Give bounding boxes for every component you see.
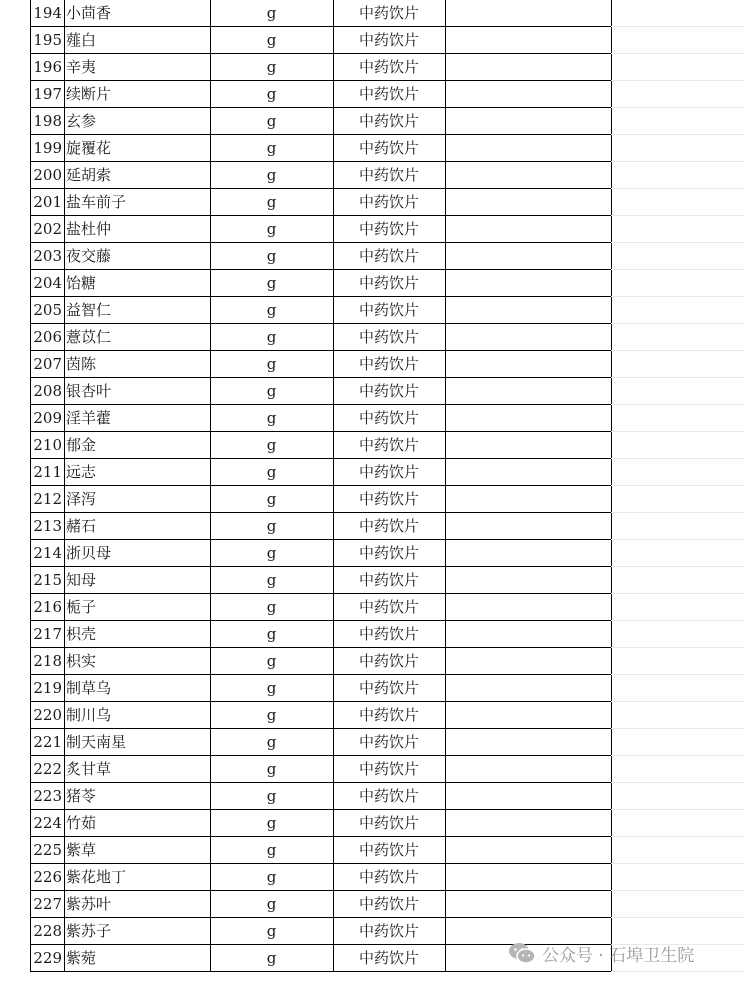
- remark-cell[interactable]: [445, 162, 611, 189]
- row-number-cell[interactable]: 199: [33, 139, 62, 157]
- unit-cell[interactable]: g: [266, 598, 277, 616]
- empty-sheet-cell[interactable]: [611, 810, 744, 837]
- watermark: [508, 940, 694, 966]
- remark-cell[interactable]: [445, 216, 611, 243]
- category-cell[interactable]: 中药饮片: [358, 544, 419, 562]
- drug-name-cell[interactable]: 玄参: [66, 112, 97, 130]
- remark-cell[interactable]: [445, 702, 611, 729]
- unit-cell[interactable]: g: [266, 868, 277, 886]
- remark-cell[interactable]: [445, 0, 611, 27]
- remark-cell[interactable]: [445, 27, 611, 54]
- category-cell[interactable]: 中药饮片: [358, 274, 419, 292]
- category-cell[interactable]: 中药饮片: [358, 922, 419, 940]
- row-number-cell[interactable]: 218: [33, 652, 62, 670]
- empty-sheet-cell[interactable]: [611, 0, 744, 27]
- unit-cell[interactable]: g: [266, 949, 277, 967]
- drug-name-cell[interactable]: 盐车前子: [66, 193, 127, 211]
- row-number-cell[interactable]: 221: [33, 733, 62, 751]
- unit-cell[interactable]: g: [266, 436, 277, 454]
- table-row: [0, 567, 744, 594]
- unit-cell[interactable]: g: [266, 382, 277, 400]
- unit-cell[interactable]: g: [266, 895, 277, 913]
- row-number-cell[interactable]: 216: [33, 598, 62, 616]
- drug-name-cell[interactable]: 制天南星: [66, 733, 127, 751]
- remark-cell[interactable]: [445, 783, 611, 810]
- table-row: [0, 675, 744, 702]
- drug-name-cell[interactable]: 茵陈: [66, 355, 97, 373]
- unit-cell[interactable]: g: [266, 193, 277, 211]
- remark-cell[interactable]: [445, 189, 611, 216]
- drug-name-cell[interactable]: 炙甘草: [66, 760, 112, 778]
- empty-sheet-cell[interactable]: [611, 135, 744, 162]
- drug-name-cell[interactable]: 制川乌: [66, 706, 112, 724]
- drug-name-cell[interactable]: 旋覆花: [66, 139, 112, 157]
- category-cell[interactable]: 中药饮片: [358, 112, 419, 130]
- drug-name-cell[interactable]: 知母: [66, 571, 97, 589]
- remark-cell[interactable]: [445, 729, 611, 756]
- drug-name-cell[interactable]: 竹茹: [66, 814, 97, 832]
- table-row: [0, 378, 744, 405]
- row-number-cell[interactable]: 197: [33, 85, 62, 103]
- unit-cell[interactable]: g: [266, 166, 277, 184]
- category-cell[interactable]: 中药饮片: [358, 625, 419, 643]
- category-cell[interactable]: 中药饮片: [358, 814, 419, 832]
- row-number-cell[interactable]: 217: [33, 625, 62, 643]
- unit-cell[interactable]: g: [266, 220, 277, 238]
- remark-cell[interactable]: [445, 756, 611, 783]
- empty-sheet-cell[interactable]: [611, 486, 744, 513]
- row-number-cell[interactable]: 212: [33, 490, 62, 508]
- drug-name-cell[interactable]: 制草乌: [66, 679, 112, 697]
- remark-cell[interactable]: [445, 81, 611, 108]
- empty-sheet-cell[interactable]: [611, 540, 744, 567]
- table-row: [0, 783, 744, 810]
- drug-name-cell[interactable]: 远志: [66, 463, 97, 481]
- unit-cell[interactable]: g: [266, 4, 277, 22]
- category-cell[interactable]: 中药饮片: [358, 949, 419, 967]
- table-row: [0, 486, 744, 513]
- drug-name-cell[interactable]: 赭石: [66, 517, 97, 535]
- category-cell[interactable]: 中药饮片: [358, 247, 419, 265]
- unit-cell[interactable]: g: [266, 31, 277, 49]
- row-number-cell[interactable]: 209: [33, 409, 62, 427]
- category-cell[interactable]: 中药饮片: [358, 868, 419, 886]
- table-row: [0, 648, 744, 675]
- unit-cell[interactable]: g: [266, 328, 277, 346]
- row-number-cell[interactable]: 194: [33, 4, 62, 22]
- remark-cell[interactable]: [445, 675, 611, 702]
- category-cell[interactable]: 中药饮片: [358, 706, 419, 724]
- remark-cell[interactable]: [445, 594, 611, 621]
- drug-name-cell[interactable]: 夜交藤: [66, 247, 112, 265]
- row-number-cell[interactable]: 222: [33, 760, 62, 778]
- remark-cell[interactable]: [445, 648, 611, 675]
- table-row: [0, 189, 744, 216]
- category-cell[interactable]: 中药饮片: [358, 895, 419, 913]
- category-cell[interactable]: 中药饮片: [358, 58, 419, 76]
- table-row: [0, 81, 744, 108]
- unit-cell[interactable]: g: [266, 652, 277, 670]
- row-number-cell[interactable]: 215: [33, 571, 62, 589]
- category-cell[interactable]: 中药饮片: [358, 436, 419, 454]
- table-row: [0, 297, 744, 324]
- wechat-icon: [508, 942, 536, 964]
- row-number-cell[interactable]: 196: [33, 58, 62, 76]
- table-row: [0, 162, 744, 189]
- empty-sheet-cell[interactable]: [611, 324, 744, 351]
- row-number-cell[interactable]: 211: [33, 463, 62, 481]
- drug-name-cell[interactable]: 益智仁: [66, 301, 112, 319]
- unit-cell[interactable]: g: [266, 58, 277, 76]
- remark-cell[interactable]: [445, 567, 611, 594]
- category-cell[interactable]: 中药饮片: [358, 31, 419, 49]
- remark-cell[interactable]: [445, 351, 611, 378]
- row-number-cell[interactable]: 195: [33, 31, 62, 49]
- empty-sheet-cell[interactable]: [611, 27, 744, 54]
- row-number-cell[interactable]: 210: [33, 436, 62, 454]
- row-number-cell[interactable]: 224: [33, 814, 62, 832]
- unit-cell[interactable]: g: [266, 544, 277, 562]
- remark-cell[interactable]: [445, 135, 611, 162]
- empty-sheet-cell[interactable]: [611, 621, 744, 648]
- category-cell[interactable]: 中药饮片: [358, 760, 419, 778]
- empty-sheet-cell[interactable]: [611, 459, 744, 486]
- category-cell[interactable]: 中药饮片: [358, 652, 419, 670]
- remark-cell[interactable]: [445, 540, 611, 567]
- category-cell[interactable]: 中药饮片: [358, 220, 419, 238]
- empty-sheet-cell[interactable]: [611, 513, 744, 540]
- remark-cell[interactable]: [445, 891, 611, 918]
- row-number-cell[interactable]: 200: [33, 166, 62, 184]
- category-cell[interactable]: 中药饮片: [358, 301, 419, 319]
- empty-sheet-cell[interactable]: [611, 189, 744, 216]
- table-row: [0, 594, 744, 621]
- table-row: [0, 54, 744, 81]
- table-row: [0, 891, 744, 918]
- unit-cell[interactable]: g: [266, 463, 277, 481]
- table-row: [0, 702, 744, 729]
- unit-cell[interactable]: g: [266, 490, 277, 508]
- drug-name-cell[interactable]: 猪苓: [66, 787, 97, 805]
- table-row: [0, 216, 744, 243]
- empty-sheet-cell[interactable]: [611, 729, 744, 756]
- empty-sheet-cell[interactable]: [611, 891, 744, 918]
- empty-sheet-cell[interactable]: [611, 756, 744, 783]
- remark-cell[interactable]: [445, 432, 611, 459]
- drug-name-cell[interactable]: 延胡索: [66, 166, 112, 184]
- empty-sheet-cell[interactable]: [611, 378, 744, 405]
- category-cell[interactable]: 中药饮片: [358, 787, 419, 805]
- row-number-cell[interactable]: 220: [33, 706, 62, 724]
- drug-name-cell[interactable]: 辛夷: [66, 58, 97, 76]
- drug-name-cell[interactable]: 泽泻: [66, 490, 97, 508]
- unit-cell[interactable]: g: [266, 355, 277, 373]
- category-cell[interactable]: 中药饮片: [358, 4, 419, 22]
- table-row: [0, 621, 744, 648]
- remark-cell[interactable]: [445, 405, 611, 432]
- remark-cell[interactable]: [445, 513, 611, 540]
- category-cell[interactable]: 中药饮片: [358, 139, 419, 157]
- table-row: [0, 729, 744, 756]
- empty-sheet-cell[interactable]: [611, 783, 744, 810]
- row-number-cell[interactable]: 205: [33, 301, 62, 319]
- row-number-cell[interactable]: 198: [33, 112, 62, 130]
- row-number-cell[interactable]: 223: [33, 787, 62, 805]
- row-number-cell[interactable]: 219: [33, 679, 62, 697]
- empty-sheet-cell[interactable]: [611, 54, 744, 81]
- row-number-cell[interactable]: 228: [33, 922, 62, 940]
- table-row: [0, 243, 744, 270]
- drug-name-cell[interactable]: 郁金: [66, 436, 97, 454]
- unit-cell[interactable]: g: [266, 733, 277, 751]
- drug-name-cell[interactable]: 紫花地丁: [66, 868, 127, 886]
- drug-name-cell[interactable]: 薤白: [66, 31, 97, 49]
- table-row: [0, 270, 744, 297]
- category-cell[interactable]: 中药饮片: [358, 598, 419, 616]
- empty-sheet-cell[interactable]: [611, 675, 744, 702]
- unit-cell[interactable]: g: [266, 85, 277, 103]
- category-cell[interactable]: 中药饮片: [358, 382, 419, 400]
- row-number-cell[interactable]: 226: [33, 868, 62, 886]
- unit-cell[interactable]: g: [266, 679, 277, 697]
- row-number-cell[interactable]: 201: [33, 193, 62, 211]
- empty-sheet-cell[interactable]: [611, 270, 744, 297]
- remark-cell[interactable]: [445, 108, 611, 135]
- drug-name-cell[interactable]: 薏苡仁: [66, 328, 112, 346]
- drug-name-cell[interactable]: 淫羊藿: [66, 409, 112, 427]
- empty-sheet-cell[interactable]: [611, 162, 744, 189]
- drug-name-cell[interactable]: 浙贝母: [66, 544, 112, 562]
- unit-cell[interactable]: g: [266, 247, 277, 265]
- table-row: [0, 810, 744, 837]
- table-row: [0, 324, 744, 351]
- unit-cell[interactable]: g: [266, 706, 277, 724]
- row-number-cell[interactable]: 229: [33, 949, 62, 967]
- remark-cell[interactable]: [445, 837, 611, 864]
- empty-sheet-cell[interactable]: [611, 351, 744, 378]
- category-cell[interactable]: 中药饮片: [358, 85, 419, 103]
- row-number-cell[interactable]: 204: [33, 274, 62, 292]
- table-row: [0, 513, 744, 540]
- row-number-cell[interactable]: 203: [33, 247, 62, 265]
- drug-name-cell[interactable]: 紫苏子: [66, 922, 112, 940]
- row-number-cell[interactable]: 202: [33, 220, 62, 238]
- remark-cell[interactable]: [445, 621, 611, 648]
- category-cell[interactable]: 中药饮片: [358, 679, 419, 697]
- unit-cell[interactable]: g: [266, 139, 277, 157]
- drug-name-cell[interactable]: 续断片: [66, 85, 112, 103]
- empty-sheet-cell[interactable]: [611, 243, 744, 270]
- empty-sheet-cell[interactable]: [611, 297, 744, 324]
- unit-cell[interactable]: g: [266, 922, 277, 940]
- remark-cell[interactable]: [445, 459, 611, 486]
- unit-cell[interactable]: g: [266, 760, 277, 778]
- unit-cell[interactable]: g: [266, 814, 277, 832]
- drug-name-cell[interactable]: 盐杜仲: [66, 220, 112, 238]
- drug-name-cell[interactable]: 枳实: [66, 652, 97, 670]
- empty-sheet-cell[interactable]: [611, 405, 744, 432]
- unit-cell[interactable]: g: [266, 841, 277, 859]
- drug-name-cell[interactable]: 紫菀: [66, 949, 97, 967]
- unit-cell[interactable]: g: [266, 301, 277, 319]
- empty-sheet-cell[interactable]: [611, 432, 744, 459]
- table-row: [0, 864, 744, 891]
- unit-cell[interactable]: g: [266, 274, 277, 292]
- category-cell[interactable]: 中药饮片: [358, 355, 419, 373]
- drug-name-cell[interactable]: 饴糖: [66, 274, 97, 292]
- empty-sheet-cell[interactable]: [611, 837, 744, 864]
- table-row: [0, 108, 744, 135]
- category-cell[interactable]: 中药饮片: [358, 328, 419, 346]
- table-row: [0, 135, 744, 162]
- drug-name-cell[interactable]: 紫苏叶: [66, 895, 112, 913]
- category-cell[interactable]: 中药饮片: [358, 517, 419, 535]
- remark-cell[interactable]: [445, 324, 611, 351]
- empty-sheet-cell[interactable]: [611, 567, 744, 594]
- remark-cell[interactable]: [445, 810, 611, 837]
- category-cell[interactable]: 中药饮片: [358, 193, 419, 211]
- table-row: [0, 405, 744, 432]
- remark-cell[interactable]: [445, 864, 611, 891]
- drug-name-cell[interactable]: 枳壳: [66, 625, 97, 643]
- unit-cell[interactable]: g: [266, 787, 277, 805]
- unit-cell[interactable]: g: [266, 571, 277, 589]
- category-cell[interactable]: 中药饮片: [358, 490, 419, 508]
- table-row: [0, 540, 744, 567]
- row-number-cell[interactable]: 227: [33, 895, 62, 913]
- category-cell[interactable]: 中药饮片: [358, 409, 419, 427]
- empty-sheet-cell[interactable]: [611, 216, 744, 243]
- table-row: [0, 0, 744, 27]
- drug-name-cell[interactable]: 银杏叶: [66, 382, 112, 400]
- unit-cell[interactable]: g: [266, 517, 277, 535]
- row-number-cell[interactable]: 213: [33, 517, 62, 535]
- remark-cell[interactable]: [445, 486, 611, 513]
- drug-name-cell[interactable]: 紫草: [66, 841, 97, 859]
- row-number-cell[interactable]: 225: [33, 841, 62, 859]
- row-number-cell[interactable]: 207: [33, 355, 62, 373]
- table-row: [0, 432, 744, 459]
- remark-cell[interactable]: [445, 243, 611, 270]
- empty-sheet-cell[interactable]: [611, 864, 744, 891]
- category-cell[interactable]: 中药饮片: [358, 571, 419, 589]
- empty-sheet-cell[interactable]: [611, 594, 744, 621]
- category-cell[interactable]: 中药饮片: [358, 463, 419, 481]
- drug-name-cell[interactable]: 小茴香: [66, 4, 112, 22]
- table-row: [0, 351, 744, 378]
- table-row: [0, 837, 744, 864]
- empty-sheet-cell[interactable]: [611, 702, 744, 729]
- category-cell[interactable]: 中药饮片: [358, 166, 419, 184]
- category-cell[interactable]: 中药饮片: [358, 733, 419, 751]
- remark-cell[interactable]: [445, 297, 611, 324]
- remark-cell[interactable]: [445, 54, 611, 81]
- empty-sheet-cell[interactable]: [611, 108, 744, 135]
- unit-cell[interactable]: g: [266, 409, 277, 427]
- row-number-cell[interactable]: 206: [33, 328, 62, 346]
- table-row: [0, 459, 744, 486]
- empty-sheet-cell[interactable]: [611, 648, 744, 675]
- remark-cell[interactable]: [445, 270, 611, 297]
- table-row: [0, 27, 744, 54]
- unit-cell[interactable]: g: [266, 625, 277, 643]
- category-cell[interactable]: 中药饮片: [358, 841, 419, 859]
- drug-name-cell[interactable]: 栀子: [66, 598, 97, 616]
- row-number-cell[interactable]: 208: [33, 382, 62, 400]
- unit-cell[interactable]: g: [266, 112, 277, 130]
- remark-cell[interactable]: [445, 378, 611, 405]
- table-row: [0, 756, 744, 783]
- empty-sheet-cell[interactable]: [611, 81, 744, 108]
- row-number-cell[interactable]: 214: [33, 544, 62, 562]
- watermark-text: 公众号 · 石埠卫生院: [542, 945, 695, 966]
